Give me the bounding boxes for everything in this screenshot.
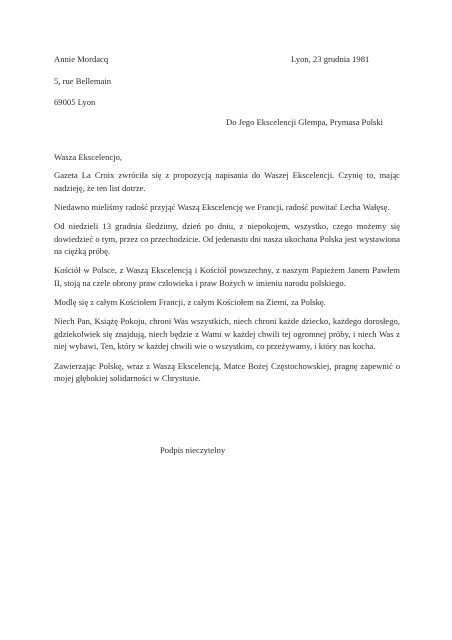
sender-city: 69005 Lyon (54, 97, 96, 107)
paragraph: Kościół w Polsce, z Waszą Ekscelencją i Kościół powszechny, z naszym Papieżem Janem Pawłem II, stoją na czele obrony praw człowieka i praw Bożych w imieniu narodu polskiego. (54, 265, 400, 288)
paragraph: Niedawno mieliśmy radość przyjąć Waszą Ekscelencję we Francji, radość powitać Lecha Wałęsę. (54, 201, 390, 212)
date-line: Lyon, 23 grudnia 1981 (291, 54, 370, 64)
addressee: Do Jego Ekscelencji Glempa, Prymasa Polski (226, 117, 384, 127)
paragraph: Modlę się z całym Kościołem Francji, z całym Kościołem na Ziemi, za Polskę. (54, 297, 326, 308)
paragraph: Niech Pan, Książę Pokoju, chroni Was wszystkich, niech chroni każde dziecko, każdego dorosłego, gdziekolwiek się znajdują, niech będzie z Wami w każdej chwili tej ogromnej próby, i niech Was z niej wybawi, Ten, który w każdej chwili wie o wszystkim, co przeżywamy, i który nas kocha. (54, 316, 400, 352)
salutation: Wasza Ekscelencjo, (54, 152, 123, 162)
sender-street: 5, rue Bellemain (54, 76, 112, 86)
letter-body (54, 169, 400, 392)
paragraph: Zawierzając Polskę, wraz z Waszą Ekscelencją, Matce Bożej Częstochowskiej, pragnę zapewnić o mojej głębokiej solidarności w Chrystusie. (54, 360, 400, 384)
sender-name: Annie Mordacq (54, 54, 109, 64)
paragraph: Gazeta La Croix zwróciła się z propozycją napisania do Waszej Ekscelencji. Czynię to, mając nadzieję, że ten list dotrze. (54, 170, 400, 193)
signature-note: Podpis nieczytelny (160, 445, 226, 455)
paragraph: Od niedzieli 13 grudnia śledzimy, dzień po dniu, z niepokojem, wszystko, czego możemy się dowiedzieć o tym, przez co przechodzicie. Od jedenastu dni nasza ukochana Polska jest wystawiona na ciężką próbę. (54, 221, 400, 257)
